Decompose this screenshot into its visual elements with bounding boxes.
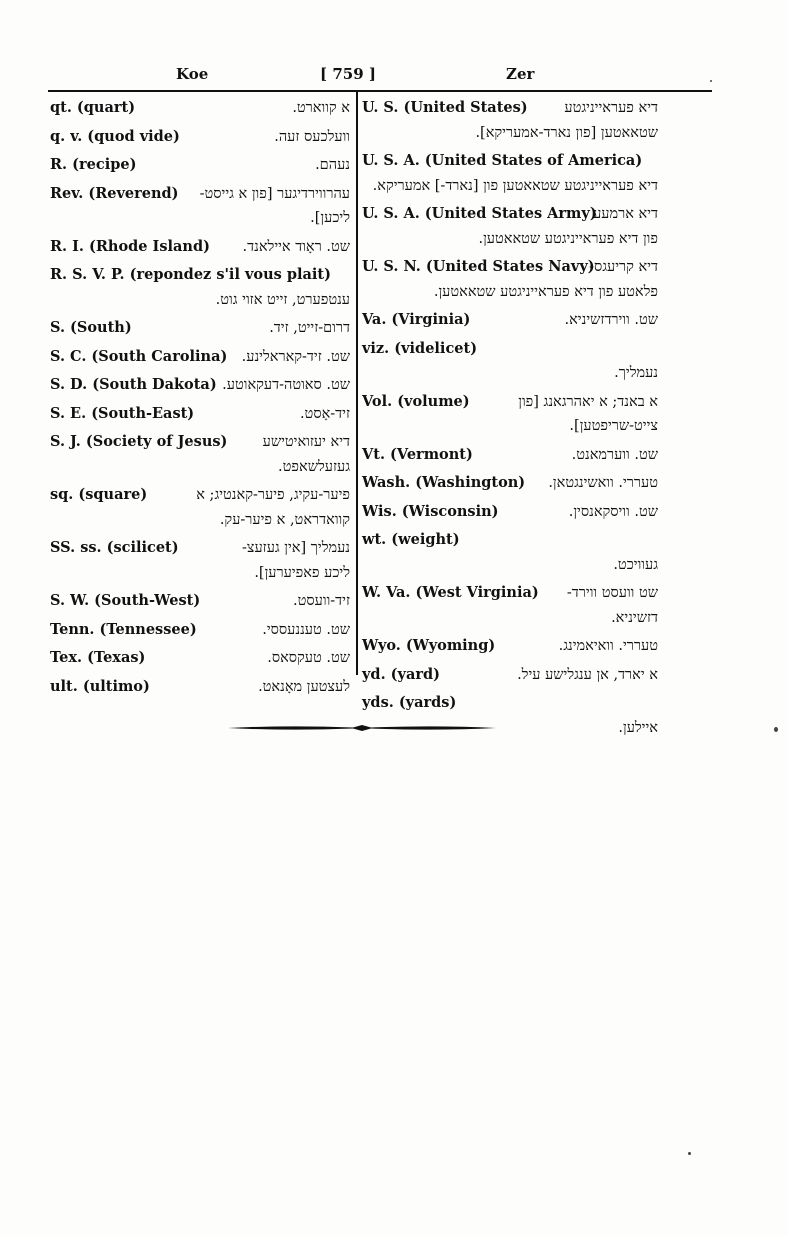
right-column bbox=[362, 96, 658, 744]
dictionary-entry bbox=[362, 149, 658, 198]
entry-translation: שט. ווערמאנט. bbox=[571, 446, 658, 463]
entry-continuation: נעמליך. bbox=[614, 365, 658, 381]
entry-continuation: ליכע פאפיערען]. bbox=[254, 564, 350, 581]
entry-term: U. S. N. (United States Navy) bbox=[362, 258, 595, 275]
entry-line bbox=[50, 125, 350, 150]
entry-line bbox=[362, 390, 658, 415]
entry-continuation: דיא פעראייניגטע שטאאטען פון [נארד-] אמעריקא. bbox=[372, 177, 658, 194]
dictionary-entry bbox=[362, 390, 658, 439]
entry-line bbox=[362, 443, 658, 468]
dictionary-entry bbox=[362, 663, 658, 688]
entry-continuation: ליכען]. bbox=[310, 210, 350, 226]
dictionary-entry bbox=[362, 528, 658, 577]
entry-line bbox=[362, 663, 658, 688]
entry-term: ult. (ultimo) bbox=[50, 677, 150, 695]
dictionary-entry bbox=[50, 675, 350, 700]
entry-term: q. v. (quod vide) bbox=[50, 127, 180, 145]
entry-translation: פיער-עקיג, פיער-קאנטיג; א bbox=[196, 487, 350, 503]
entry-translation: שט. ווירדזשיניא. bbox=[564, 312, 658, 328]
entry-line bbox=[362, 471, 658, 496]
entry-term: S. C. (South Carolina) bbox=[50, 347, 228, 365]
entry-continuation: געזעלשאפט. bbox=[278, 458, 350, 475]
entry-line bbox=[50, 153, 350, 178]
dictionary-entry bbox=[362, 581, 658, 630]
dictionary-entry bbox=[50, 96, 350, 121]
entry-line bbox=[50, 373, 350, 398]
entry-term: S. J. (Society of Jesus) bbox=[50, 433, 228, 450]
header-rule bbox=[48, 90, 712, 92]
dictionary-entry bbox=[362, 471, 658, 496]
entry-term: Tex. (Texas) bbox=[50, 649, 146, 666]
entry-term: viz. (videlicet) bbox=[362, 339, 478, 357]
entry-line bbox=[362, 581, 658, 606]
entry-term: R. I. (Rhode Island) bbox=[50, 237, 210, 255]
entry-translation: לעצטען מאָנאט. bbox=[258, 678, 350, 695]
entry-line bbox=[50, 646, 350, 671]
entry-translation: שט. וויסקאנסין. bbox=[568, 503, 658, 520]
entry-line bbox=[50, 675, 350, 700]
entry-term: Vt. (Vermont) bbox=[362, 445, 473, 463]
entry-term: yd. (yard) bbox=[362, 665, 440, 683]
entry-line bbox=[362, 528, 658, 553]
dictionary-entry bbox=[50, 589, 350, 614]
entry-continuation: דזשיניא. bbox=[611, 609, 658, 626]
entry-line bbox=[362, 149, 658, 174]
entry-term: Va. (Virginia) bbox=[362, 311, 471, 328]
dictionary-entry bbox=[362, 634, 658, 659]
entry-term: S. E. (South-East) bbox=[50, 404, 195, 422]
entry-term: U. S. A. (United States of America) bbox=[362, 152, 643, 169]
dictionary-entry bbox=[50, 182, 350, 231]
entry-translation: נעהם. bbox=[315, 157, 350, 173]
print-speck bbox=[774, 727, 778, 732]
entry-translation: א יארד, אן ענגלישע עיל. bbox=[517, 666, 658, 683]
entry-translation: טעררי. וואשינגטאן. bbox=[548, 475, 658, 491]
page-number: [ 759 ] bbox=[320, 65, 376, 83]
entry-term: qt. (quart) bbox=[50, 99, 136, 116]
entry-term: sq. (square) bbox=[50, 486, 148, 503]
dictionary-entry bbox=[50, 646, 350, 671]
entry-line bbox=[362, 308, 658, 333]
entry-line bbox=[362, 337, 658, 362]
entry-line bbox=[50, 483, 350, 508]
column-divider bbox=[356, 92, 358, 675]
entry-line bbox=[362, 691, 658, 716]
entry-term: Rev. (Reverend) bbox=[50, 184, 179, 202]
running-head-right: Zer bbox=[506, 65, 535, 83]
dictionary-entry bbox=[50, 536, 350, 585]
entry-translation: שט. סאוטה-דעקאוטע. bbox=[222, 377, 350, 393]
entry-line bbox=[50, 316, 350, 341]
entry-translation: שט. ראָוד איילאנד. bbox=[242, 238, 350, 255]
entry-continuation: איילען. bbox=[618, 719, 658, 736]
entry-term: SS. ss. (scilicet) bbox=[50, 539, 179, 556]
entry-line bbox=[362, 634, 658, 659]
dictionary-entry bbox=[50, 153, 350, 178]
left-column bbox=[50, 96, 350, 703]
dictionary-entry bbox=[362, 337, 658, 386]
dictionary-entry bbox=[362, 443, 658, 468]
dictionary-entry bbox=[50, 125, 350, 150]
running-head-left: Koe bbox=[176, 65, 209, 83]
dictionary-entry bbox=[50, 235, 350, 260]
entry-line bbox=[50, 402, 350, 427]
entry-line bbox=[50, 618, 350, 643]
entry-translation: שט וועסט ווירד- bbox=[566, 585, 658, 601]
entry-line bbox=[50, 345, 350, 370]
entry-term: Vol. (volume) bbox=[362, 392, 470, 410]
entry-term: U. S. A. (United States Army) bbox=[362, 205, 597, 222]
entry-continuation: געוויכט. bbox=[613, 556, 658, 573]
entry-term: U. S. (United States) bbox=[362, 99, 528, 116]
entry-term: W. Va. (West Virginia) bbox=[362, 584, 539, 601]
entry-term: Wis. (Wisconsin) bbox=[362, 502, 499, 520]
entry-line bbox=[50, 430, 350, 455]
entry-term: S. W. (South-West) bbox=[50, 592, 201, 609]
entry-term: Wash. (Washington) bbox=[362, 474, 526, 491]
entry-translation: דיא ארמעע bbox=[593, 206, 658, 222]
entry-term: S. D. (South Dakota) bbox=[50, 376, 217, 393]
entry-line bbox=[362, 96, 658, 121]
dictionary-entry bbox=[50, 373, 350, 398]
entry-translation: עהרווירדיגער [פון א גייסט- bbox=[199, 185, 350, 202]
entry-term: R. (recipe) bbox=[50, 156, 137, 173]
entry-continuation: צייט-שריפטען]. bbox=[569, 418, 658, 434]
dictionary-entry bbox=[50, 316, 350, 341]
dictionary-entry bbox=[362, 96, 658, 145]
entry-line bbox=[362, 500, 658, 525]
entry-translation: שט. טעננעססי. bbox=[262, 621, 350, 638]
dictionary-entry bbox=[50, 430, 350, 479]
dictionary-entry bbox=[362, 308, 658, 333]
entry-term: Wyo. (Wyoming) bbox=[362, 637, 496, 654]
entry-line bbox=[362, 202, 658, 227]
page-header bbox=[48, 62, 712, 88]
entry-term: wt. (weight) bbox=[362, 531, 460, 548]
entry-translation: א באנד; א יאהרגאנג [פון bbox=[518, 393, 658, 410]
dictionary-entry bbox=[50, 402, 350, 427]
entry-translation: דיא יעזואיטישע bbox=[262, 434, 350, 450]
entry-term: Tenn. (Tennessee) bbox=[50, 620, 197, 638]
entry-continuation: ענטפערט, זייט אזוי גוט. bbox=[215, 291, 350, 308]
entry-translation: טעררי. וואיאמינג. bbox=[558, 638, 658, 654]
entry-translation: זיד-וועסט. bbox=[293, 593, 350, 609]
entry-line bbox=[50, 536, 350, 561]
entry-line bbox=[50, 589, 350, 614]
entry-line bbox=[362, 255, 658, 280]
print-speck bbox=[710, 80, 712, 82]
entry-translation: דרום-זייט, זיד. bbox=[269, 320, 350, 336]
entry-continuation: קוואדראט, א פיער-עק. bbox=[219, 511, 350, 528]
dictionary-entry bbox=[50, 483, 350, 532]
entry-translation: שט. טעקסאס. bbox=[267, 650, 350, 666]
dictionary-entry bbox=[362, 500, 658, 525]
entry-term: S. (South) bbox=[50, 319, 132, 336]
entry-continuation: פלאטע פון דיא פעראייניגטע שטאאטען. bbox=[433, 283, 658, 300]
entry-translation: דיא פעראייניגטע bbox=[564, 100, 658, 116]
entry-line bbox=[50, 263, 350, 288]
dictionary-entry bbox=[50, 263, 350, 312]
entry-continuation: פון דיא פעראייניגטע שטאאטען. bbox=[478, 230, 658, 247]
entry-continuation: שטאאטען [פון נארד-אמעריקא]. bbox=[475, 124, 658, 141]
dictionary-entry bbox=[362, 255, 658, 304]
entry-term: yds. (yards) bbox=[362, 694, 457, 711]
print-speck bbox=[688, 1152, 691, 1155]
ornamental-rule bbox=[228, 722, 496, 734]
entry-translation: וועלכעס זעה. bbox=[274, 128, 350, 145]
dictionary-entry bbox=[362, 202, 658, 251]
dictionary-entry bbox=[50, 345, 350, 370]
entry-translation: שט. זיד-קאראלינע. bbox=[241, 348, 350, 365]
entry-translation: א קווארט. bbox=[292, 100, 350, 116]
entry-line bbox=[50, 182, 350, 207]
entry-line bbox=[50, 235, 350, 260]
entry-translation: נעמליך [אין געזעצ- bbox=[241, 540, 350, 556]
entry-line bbox=[50, 96, 350, 121]
entry-translation: זיד-אָסט. bbox=[299, 405, 350, 422]
entry-term: R. S. V. P. (repondez s'il vous plait) bbox=[50, 266, 331, 283]
dictionary-entry bbox=[50, 618, 350, 643]
entry-translation: דיא קריעגס- bbox=[589, 259, 658, 275]
